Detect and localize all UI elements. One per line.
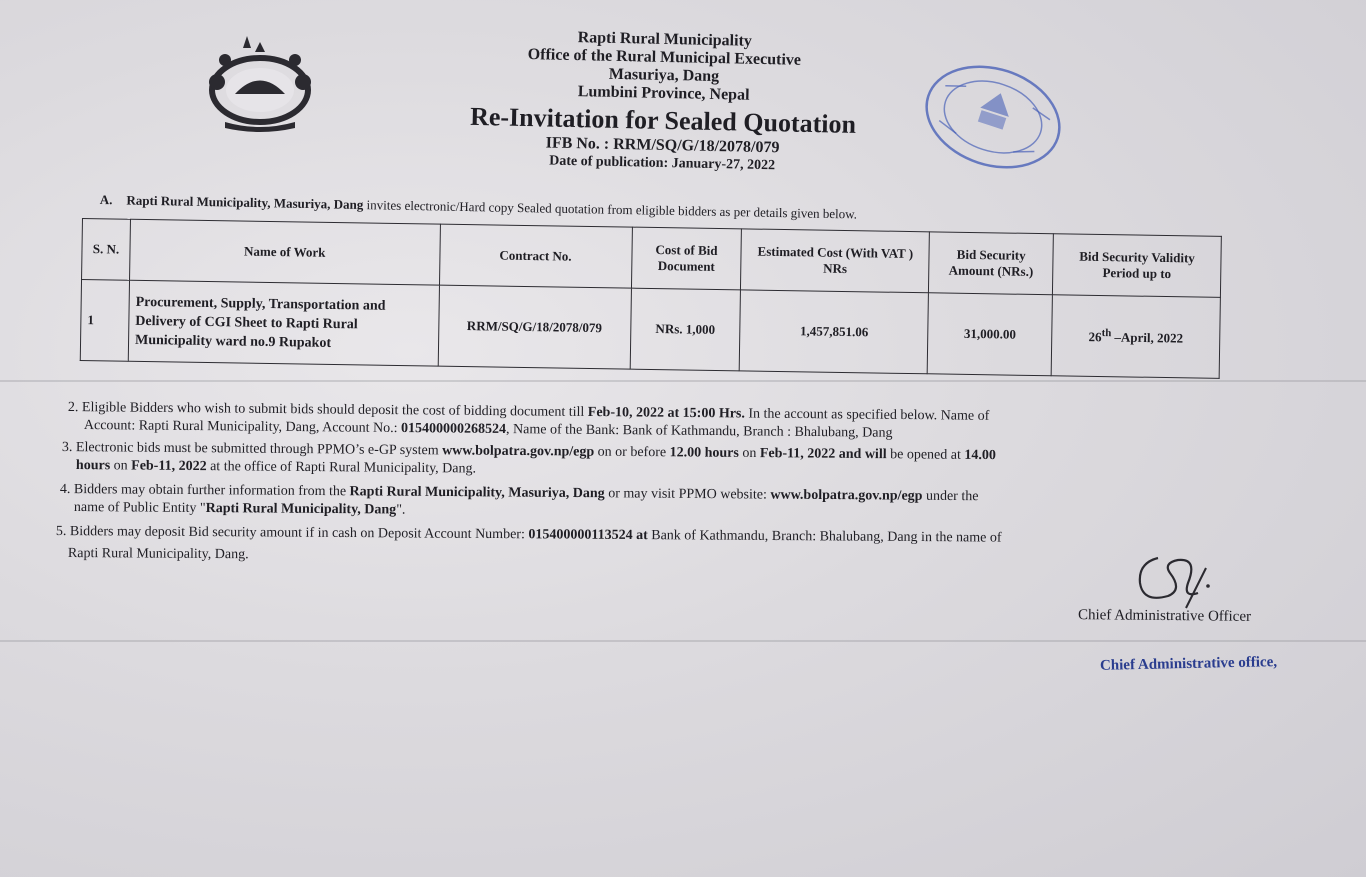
cost-of-bid-document: NRs. 1,000 — [630, 288, 741, 371]
note-5 — [56, 524, 1002, 547]
table-row — [80, 280, 1220, 379]
publication-date: Date of publication: January-27, 2022 — [549, 153, 776, 174]
note-bold: 015400000113524 at — [528, 527, 648, 544]
note-text: Account: Rapti Rural Municipality, Dang, Account No.: — [83, 418, 402, 437]
note-bold: hours — [75, 458, 111, 474]
municipality-stamp-icon — [905, 42, 1082, 193]
note-text: at the office of Rapti Rural Municipality, Dang. — [206, 459, 477, 477]
intro-body: invites electronic/Hard copy Sealed quotation from eligible bidders as per details given below. — [363, 197, 858, 222]
note-text: or may visit PPMO website: — [604, 486, 771, 503]
note-bold: 12.00 hours — [669, 445, 739, 461]
bid-security-validity — [1051, 295, 1220, 379]
note-text: under the — [922, 488, 979, 505]
column-header: Bid Security Validity Period up to — [1053, 234, 1222, 298]
place-name: Masuriya, Dang — [608, 65, 720, 86]
validity-day: 26 — [1088, 328, 1102, 345]
note-bold: 14.00 — [964, 447, 996, 464]
column-header: Name of Work — [129, 219, 440, 285]
column-header: Bid Security Amount (NRs.) — [929, 232, 1054, 295]
note-bold: Feb-11, 2022 — [131, 458, 207, 475]
nepal-emblem-icon — [195, 32, 325, 132]
note-bold: Rapti Rural Municipality, Dang — [205, 501, 397, 518]
signatory-title: Chief Administrative Officer — [1077, 607, 1252, 625]
note-bold: Feb-11, 2022 and will — [759, 446, 887, 463]
work-name: Procurement, Supply, Transportation and Delivery of CGI Sheet to Rapti Rural Municipality ward no.9 Rupakot — [128, 280, 439, 366]
ifb-number: IFB No. : RRM/SQ/G/18/2078/079 — [545, 134, 780, 157]
note-bold: Feb-10, 2022 at 15:00 Hrs. — [587, 404, 745, 422]
column-header: Contract No. — [439, 224, 632, 288]
note-text: , Name of the Bank: Bank of Kathmandu, Branch : Bhalubang, Dang — [505, 422, 893, 441]
bid-security-amount: 31,000.00 — [927, 293, 1052, 376]
office-stamp-text: Chief Administrative office, — [1099, 654, 1278, 674]
note-text: 3. Electronic bids must be submitted through PPMO’s e-GP system — [61, 440, 443, 459]
intro-org: Rapti Rural Municipality, Masuriya, Dang — [126, 192, 364, 213]
province-name: Lumbini Province, Nepal — [577, 83, 750, 104]
note-text: on — [738, 445, 760, 462]
serial-number: 1 — [80, 280, 129, 362]
note-text: be opened at — [886, 447, 965, 463]
note-text: 2. Eligible Bidders who wish to submit bids should deposit the cost of bidding document till — [67, 400, 588, 420]
note-text: name of Public Entity " — [73, 500, 206, 517]
validity-sup: th — [1101, 326, 1112, 340]
note-text: on or before — [594, 444, 670, 461]
note-5-cont — [68, 546, 249, 563]
note-bold: Rapti Rural Municipality, Masuriya, Dang — [349, 484, 605, 502]
note-text: 5. Bidders may deposit Bid security amount if in cash on Deposit Account Number: — [55, 524, 529, 543]
column-header: Cost of Bid Document — [631, 227, 742, 290]
note-text: Rapti Rural Municipality, Dang. — [67, 546, 249, 563]
note-bold: 015400000268524 — [400, 421, 507, 438]
note-text: on — [110, 458, 132, 474]
page-title: Re-Invitation for Sealed Quotation — [469, 101, 857, 139]
validity-rest: –April, 2022 — [1111, 329, 1184, 346]
note-bold: www.bolpatra.gov.np/egp — [770, 487, 923, 504]
office-name: Office of the Rural Municipal Executive — [527, 46, 802, 69]
note-3-cont — [76, 458, 476, 477]
estimated-cost: 1,457,851.06 — [740, 290, 929, 374]
intro-label: A. — [99, 192, 113, 208]
municipality-name: Rapti Rural Municipality — [577, 29, 753, 50]
paper-fold — [0, 380, 1366, 382]
note-text: 4. Bidders may obtain further information from the — [59, 482, 350, 500]
contract-number: RRM/SQ/G/18/2078/079 — [438, 285, 631, 369]
note-4-cont — [74, 500, 406, 519]
column-header: S. N. — [82, 219, 131, 281]
quotation-table — [80, 218, 1222, 379]
document-header — [427, 26, 900, 178]
column-header: Estimated Cost (With VAT ) NRs — [741, 229, 930, 293]
note-text: Bank of Kathmandu, Branch: Bhalubang, Dang in the name of — [647, 528, 1002, 546]
note-bold: www.bolpatra.gov.np/egp — [442, 443, 595, 460]
note-text: ". — [396, 502, 406, 518]
note-text: In the account as specified below. Name of — [744, 406, 990, 424]
paper-fold — [0, 640, 1366, 642]
